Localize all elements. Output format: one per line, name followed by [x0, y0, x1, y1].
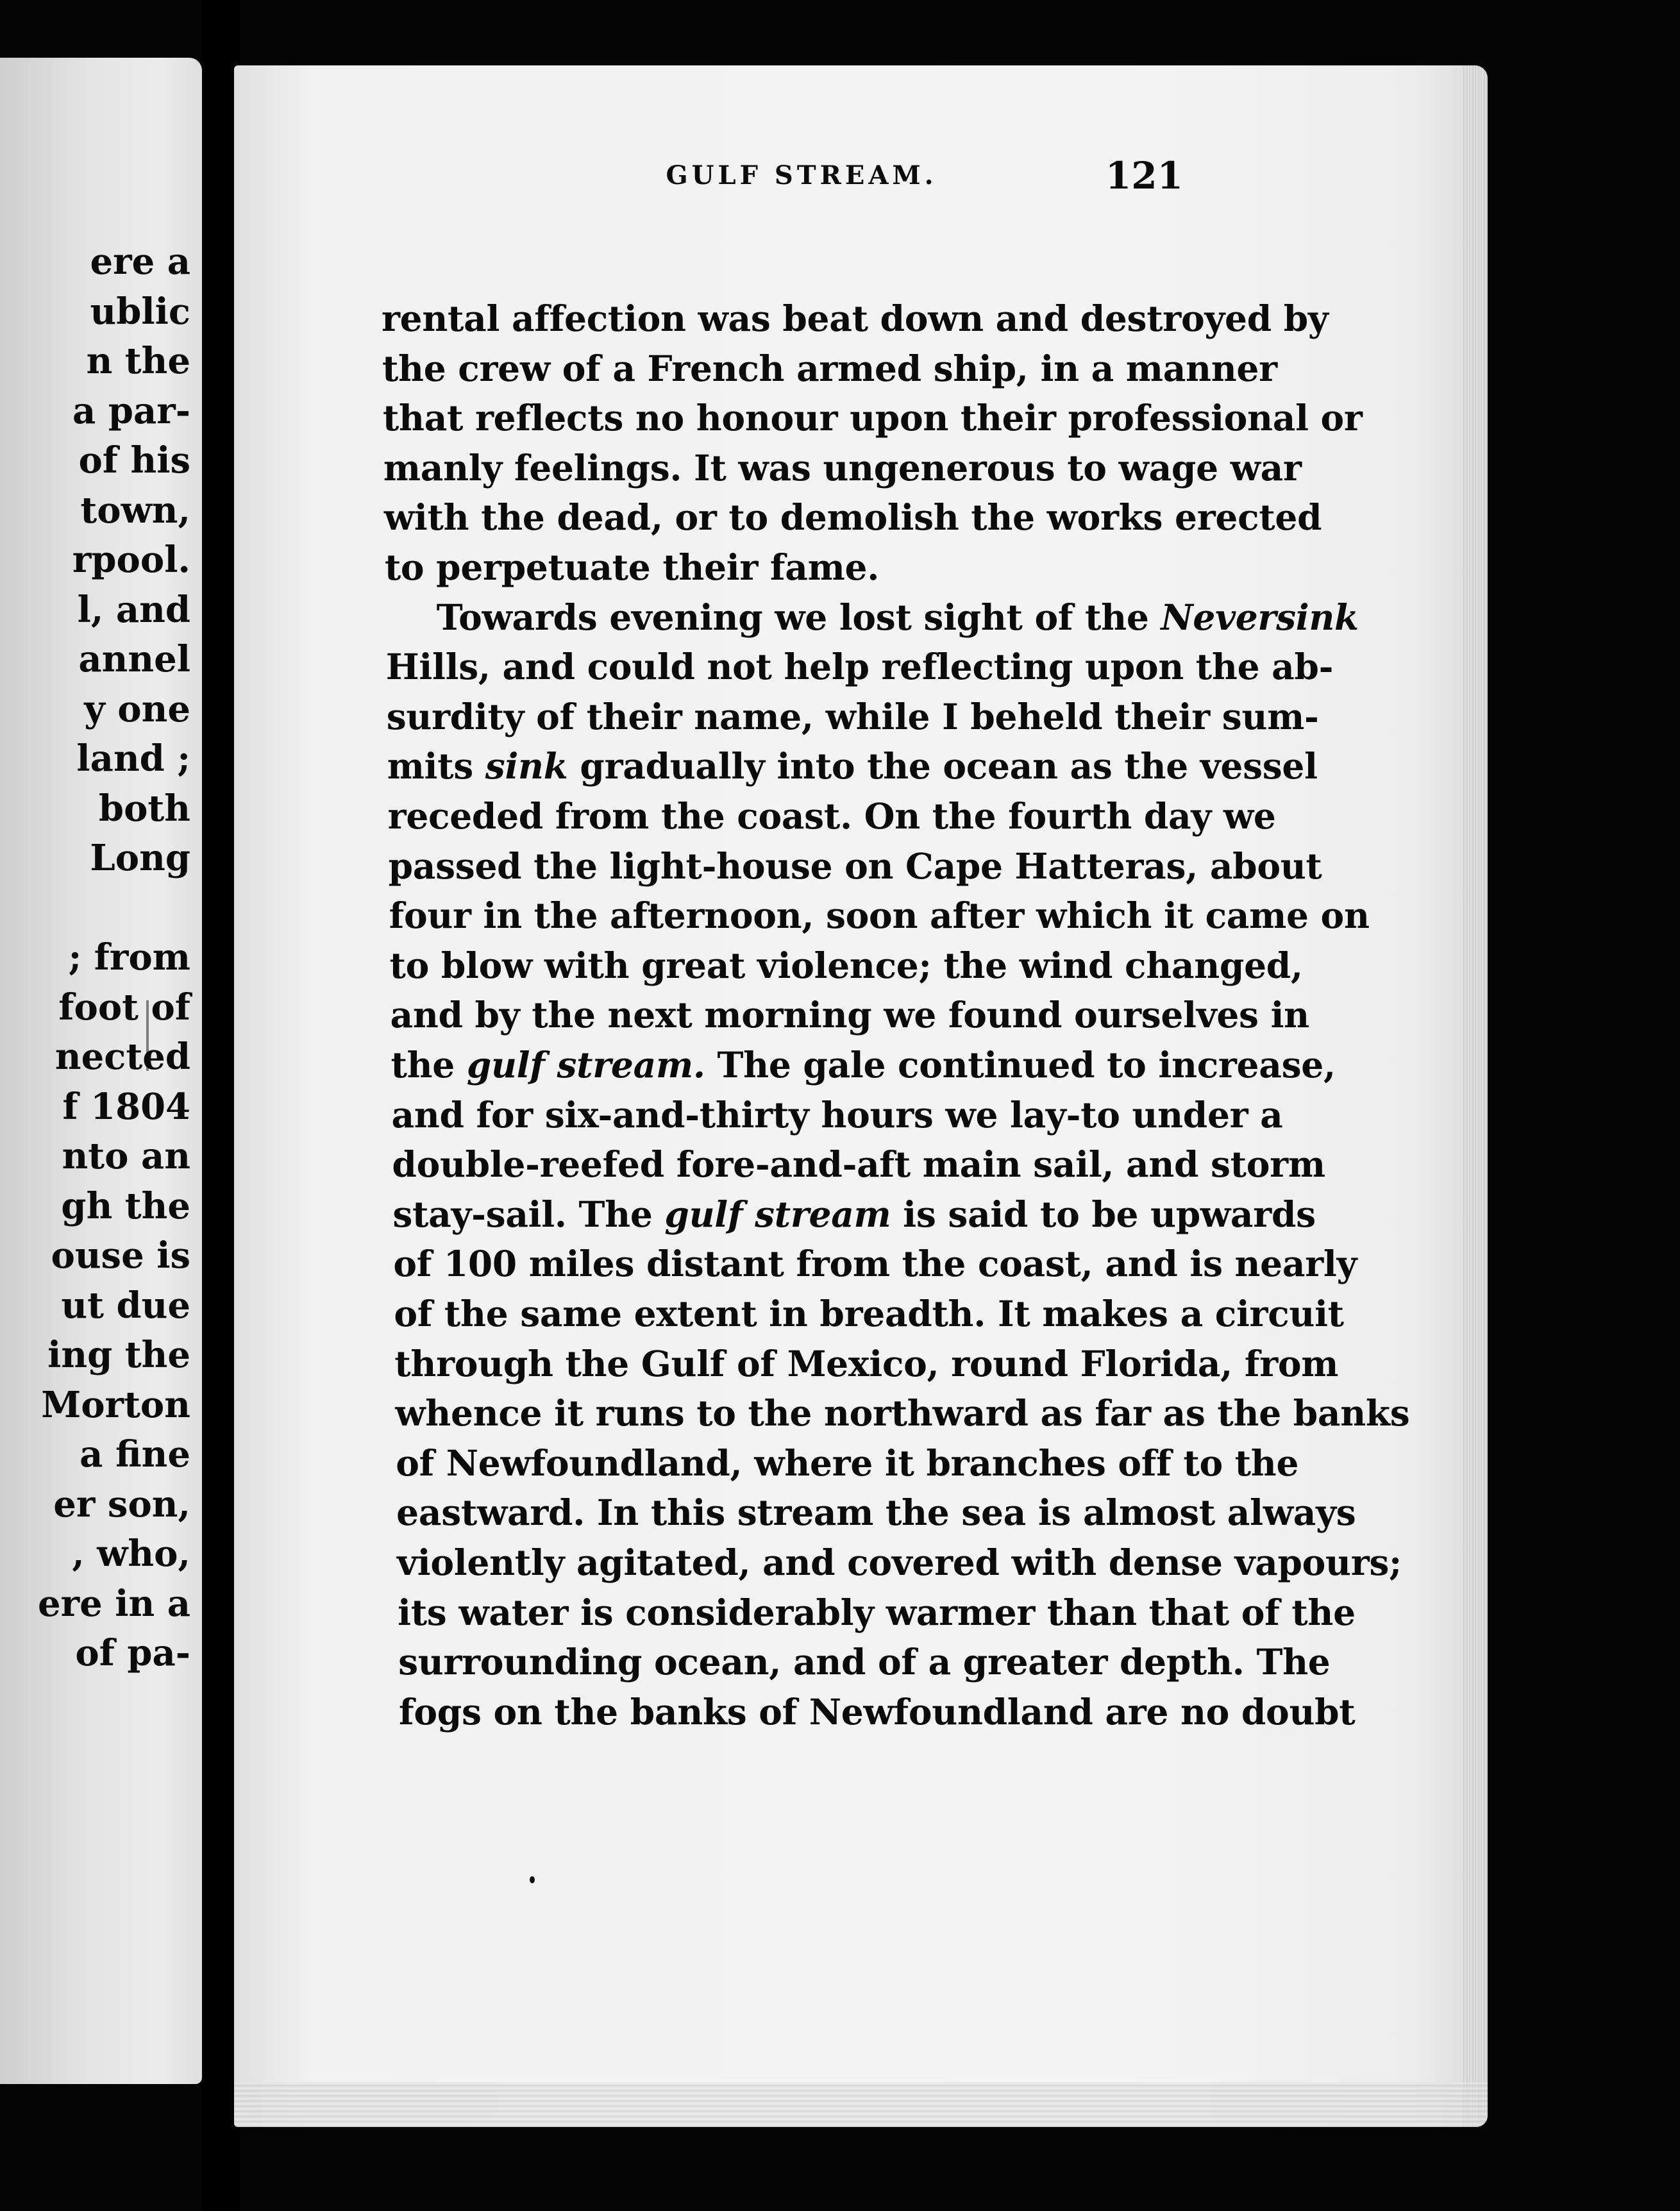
left-page-line: a par- — [72, 389, 190, 432]
left-page-line: both — [98, 787, 190, 830]
ink-dot — [530, 1876, 535, 1883]
text-segment: and by the next morning we found ourselves in — [390, 994, 1309, 1036]
text-line — [389, 893, 1370, 938]
text-segment: to blow with great violence; the wind changed, — [389, 944, 1303, 986]
left-page-line: a fine — [80, 1433, 190, 1475]
left-page-line: ere in a — [37, 1582, 190, 1625]
left-page-line: ublic — [90, 290, 190, 333]
text-line — [390, 993, 1309, 1038]
text-line — [383, 446, 1302, 491]
text-line — [382, 346, 1277, 391]
text-segment: of 100 miles distant from the coast, and is nearly — [393, 1243, 1357, 1285]
text-line — [394, 1291, 1344, 1336]
text-line — [395, 1391, 1410, 1436]
left-page-line: er son, — [53, 1483, 190, 1526]
text-segment: manly feelings. It was ungenerous to wage war — [383, 446, 1302, 489]
text-line — [391, 1043, 1336, 1088]
text-line — [388, 844, 1322, 889]
left-page-line: rpool. — [72, 539, 190, 581]
text-segment: surrounding ocean, and of a greater depth. The — [398, 1641, 1331, 1683]
text-line — [392, 1142, 1325, 1187]
text-line — [396, 1441, 1299, 1486]
text-segment: violently agitated, and covered with dense vapours; — [397, 1542, 1402, 1583]
text-segment: The gale continued to increase, — [705, 1044, 1336, 1086]
left-page-line: of his — [78, 439, 190, 482]
text-line — [382, 396, 1363, 441]
page-number: 121 — [1105, 154, 1183, 198]
running-head-title: GULF STREAM. — [666, 160, 937, 190]
text-line — [394, 1341, 1339, 1386]
text-segment: receded from the coast. On the fourth day we — [387, 795, 1276, 837]
text-segment: Hills, and could not help reflecting upon the ab- — [385, 646, 1334, 688]
text-line — [397, 1540, 1402, 1585]
text-segment: with the dead, or to demolish the works erected — [383, 496, 1322, 539]
text-line — [399, 1690, 1356, 1735]
left-page-line: ing the — [47, 1334, 190, 1376]
left-page-line: of pa- — [75, 1632, 190, 1674]
text-segment: to perpetuate their fame. — [384, 546, 880, 588]
text-segment: its water is considerably warmer than that of the — [398, 1591, 1356, 1633]
text-segment: and for six-and-thirty hours we lay-to under a — [391, 1093, 1283, 1136]
left-page-line: nected — [55, 1036, 190, 1078]
text-segment: through the Gulf of Mexico, round Florida, from — [394, 1342, 1339, 1384]
text-segment: stay-sail. The — [392, 1193, 665, 1235]
text-line — [386, 694, 1319, 739]
left-page-line: annel — [78, 638, 190, 680]
italic-text: Neversink — [1161, 596, 1359, 638]
text-segment: mits — [387, 745, 485, 787]
left-page-line: n the — [86, 340, 190, 382]
left-page-line: gh the — [61, 1184, 190, 1227]
left-page-line: Morton — [41, 1383, 190, 1426]
text-line — [385, 545, 879, 590]
text-segment: is said to be upwards — [891, 1193, 1316, 1235]
text-segment: gradually into the ocean as the vessel — [567, 745, 1318, 787]
text-segment: whence it runs to the northward as far as the banks — [395, 1392, 1410, 1434]
text-segment: fogs on the banks of Newfoundland are no doubt — [399, 1690, 1356, 1733]
text-line — [383, 495, 1322, 540]
text-line — [382, 296, 1329, 341]
left-page-line: ouse is — [51, 1234, 190, 1277]
left-page-line: f 1804 — [62, 1085, 190, 1128]
text-line — [392, 1192, 1316, 1237]
text-segment: that reflects no honour upon their professional or — [382, 397, 1363, 439]
text-line — [391, 1093, 1283, 1138]
text-segment: Towards evening we lost sight of the — [436, 596, 1161, 638]
text-line — [398, 1590, 1356, 1635]
left-page-line: ut due — [61, 1284, 190, 1327]
text-segment: of Newfoundland, where it branches off to the — [396, 1442, 1299, 1484]
text-segment: double-reefed fore-and-aft main sail, and storm — [392, 1143, 1325, 1186]
text-line — [389, 943, 1303, 988]
left-page-line: town, — [80, 489, 190, 532]
italic-text: gulf stream — [664, 1193, 891, 1235]
left-page-line: ; from — [68, 936, 190, 979]
left-page-line: foot of — [58, 986, 190, 1029]
left-page-line: , who, — [72, 1533, 190, 1575]
text-line — [398, 1640, 1331, 1685]
text-line — [385, 595, 1359, 640]
text-segment: the — [391, 1044, 467, 1086]
italic-text: gulf stream. — [466, 1044, 705, 1086]
left-page-line: land ; — [76, 737, 190, 780]
left-page-line: y one — [84, 687, 190, 730]
text-segment: passed the light-house on Cape Hatteras, about — [388, 845, 1322, 887]
text-line — [387, 744, 1318, 789]
left-page-line: nto an — [62, 1135, 190, 1177]
text-segment: surdity of their name, while I beheld their sum- — [386, 695, 1319, 737]
text-segment: the crew of a French armed ship, in a manner — [382, 347, 1277, 389]
text-segment: eastward. In this stream the sea is almost always — [396, 1492, 1356, 1534]
text-segment: of the same extent in breadth. It makes a circuit — [394, 1293, 1344, 1334]
text-segment: rental affection was beat down and destroyed by — [382, 298, 1329, 339]
left-page-line: ere a — [90, 240, 190, 283]
text-line — [393, 1241, 1357, 1286]
text-line — [385, 644, 1334, 689]
left-page-line: Long — [90, 837, 190, 879]
text-line — [396, 1490, 1356, 1535]
left-page-line: l, and — [77, 588, 190, 631]
text-segment: four in the afternoon, soon after which it came on — [389, 895, 1370, 937]
italic-text: sink — [485, 745, 568, 787]
text-line — [387, 794, 1276, 839]
